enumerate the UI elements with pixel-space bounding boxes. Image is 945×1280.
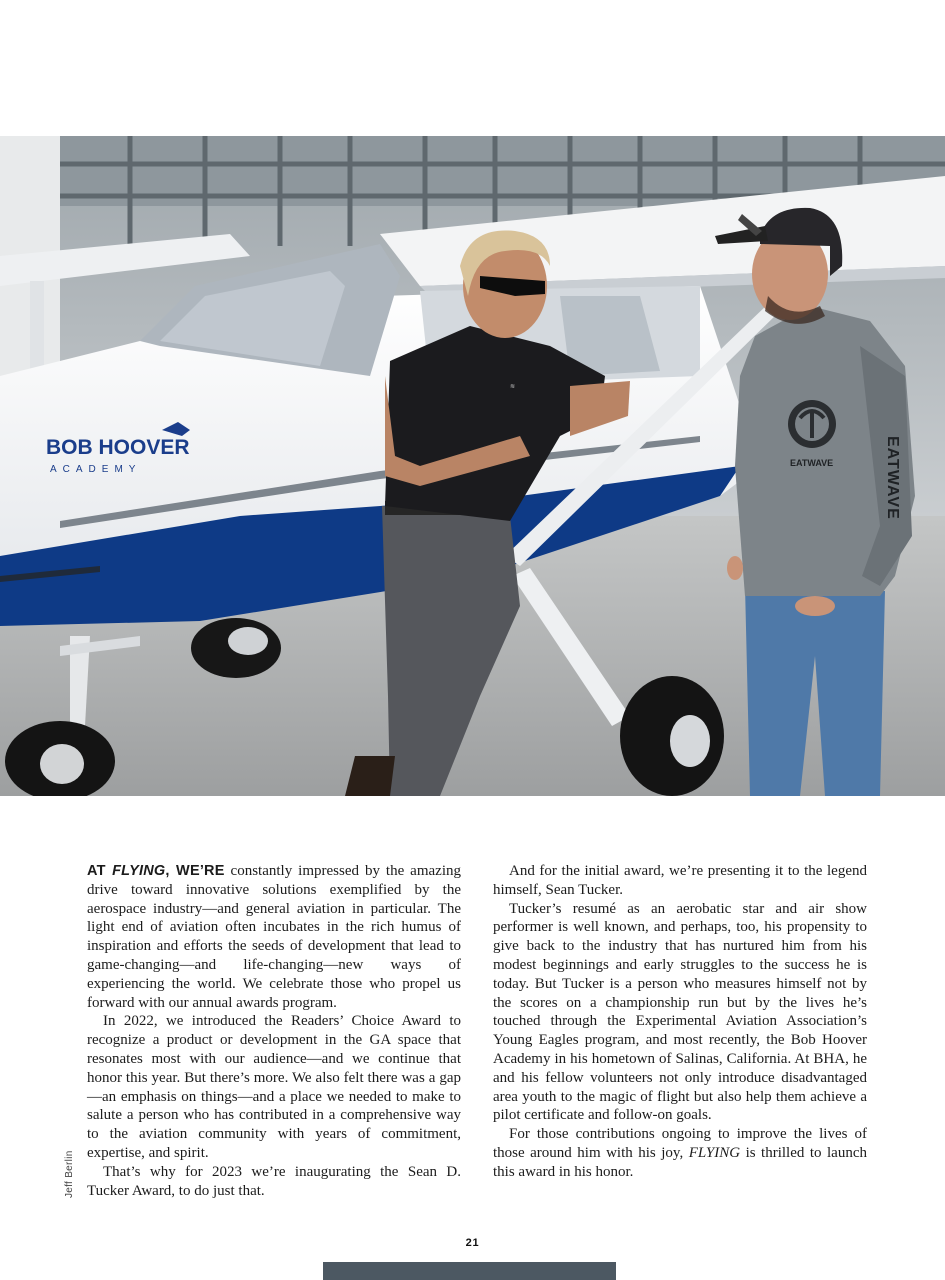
aircraft-logo-name: BOB HOOVER <box>46 436 190 459</box>
aircraft-logo-sub: ACADEMY <box>50 464 142 475</box>
rear-left-wheel <box>191 618 281 678</box>
paragraph-1: AT FLYING, WE’RE constantly impressed by the amazing drive toward innovative solutions exemplified by the aerospace industry—and general aviation in particular. The light end of aviation often incubates in the rich humus of inspiration and efforts the seeds of development that lead to game-changing—and life-changing—new ways of experiencing the world. We celebrate those who propel us forward with our annual awards program. <box>87 863 461 1011</box>
article-column-left <box>87 862 461 1200</box>
hero-photo <box>0 136 945 796</box>
page-number: 21 <box>465 1237 480 1249</box>
paragraph-4: And for the initial award, we’re presenting it to the legend himself, Sean Tucker. <box>493 863 867 898</box>
svg-text:≋: ≋ <box>510 384 516 390</box>
paragraph-5: Tucker’s resumé as an aerobatic star and air show performer is well known, and perhaps, too, his propensity to give back to the industry that has nurtured him from his modest beginnings and early struggles to the success he is today. But Tucker is a person who measures himself not by the scores on a championship run but by the lives he’s touched through the Experimental Aviation Association’s Young Eagles program, and most recently, the Bob Hoover Academy in his hometown of Salinas, California. At BHA, he and his fellow volunteers not only introduce disadvantaged area youth to the magic of flight but also help them achieve a pilot certificate and follow-on goals. <box>493 900 867 1124</box>
paragraph-2: In 2022, we introduced the Readers’ Choice Award to recognize a product or development in the GA space that resonates most with our audience—and we continue that honor this year. But there’s more. We also felt there was a gap—an emphasis on things—and a place we needed to make to salute a person who has contributed in a comprehensive way to the aviation community with years of commitment, expertise, and spirit. <box>87 1013 461 1161</box>
article-column-right <box>493 862 867 1182</box>
hoodie-sleeve-text: EATWAVE <box>884 436 901 520</box>
paragraph-3: That’s why for 2023 we’re inaugurating the Sean D. Tucker Award, to do just that. <box>87 1163 461 1199</box>
photo-illustration <box>0 136 945 796</box>
hoodie-chest-text: EATWAVE <box>790 458 834 468</box>
footer-bar <box>323 1262 616 1280</box>
lead-in: AT FLYING, WE’RE <box>87 863 225 879</box>
paragraph-6: For those contributions ongoing to improve the lives of those around him with his joy, FLYING is thrilled to launch this award in his honor. <box>493 1126 867 1180</box>
photo-credit: Jeff Berlin <box>64 1150 75 1198</box>
